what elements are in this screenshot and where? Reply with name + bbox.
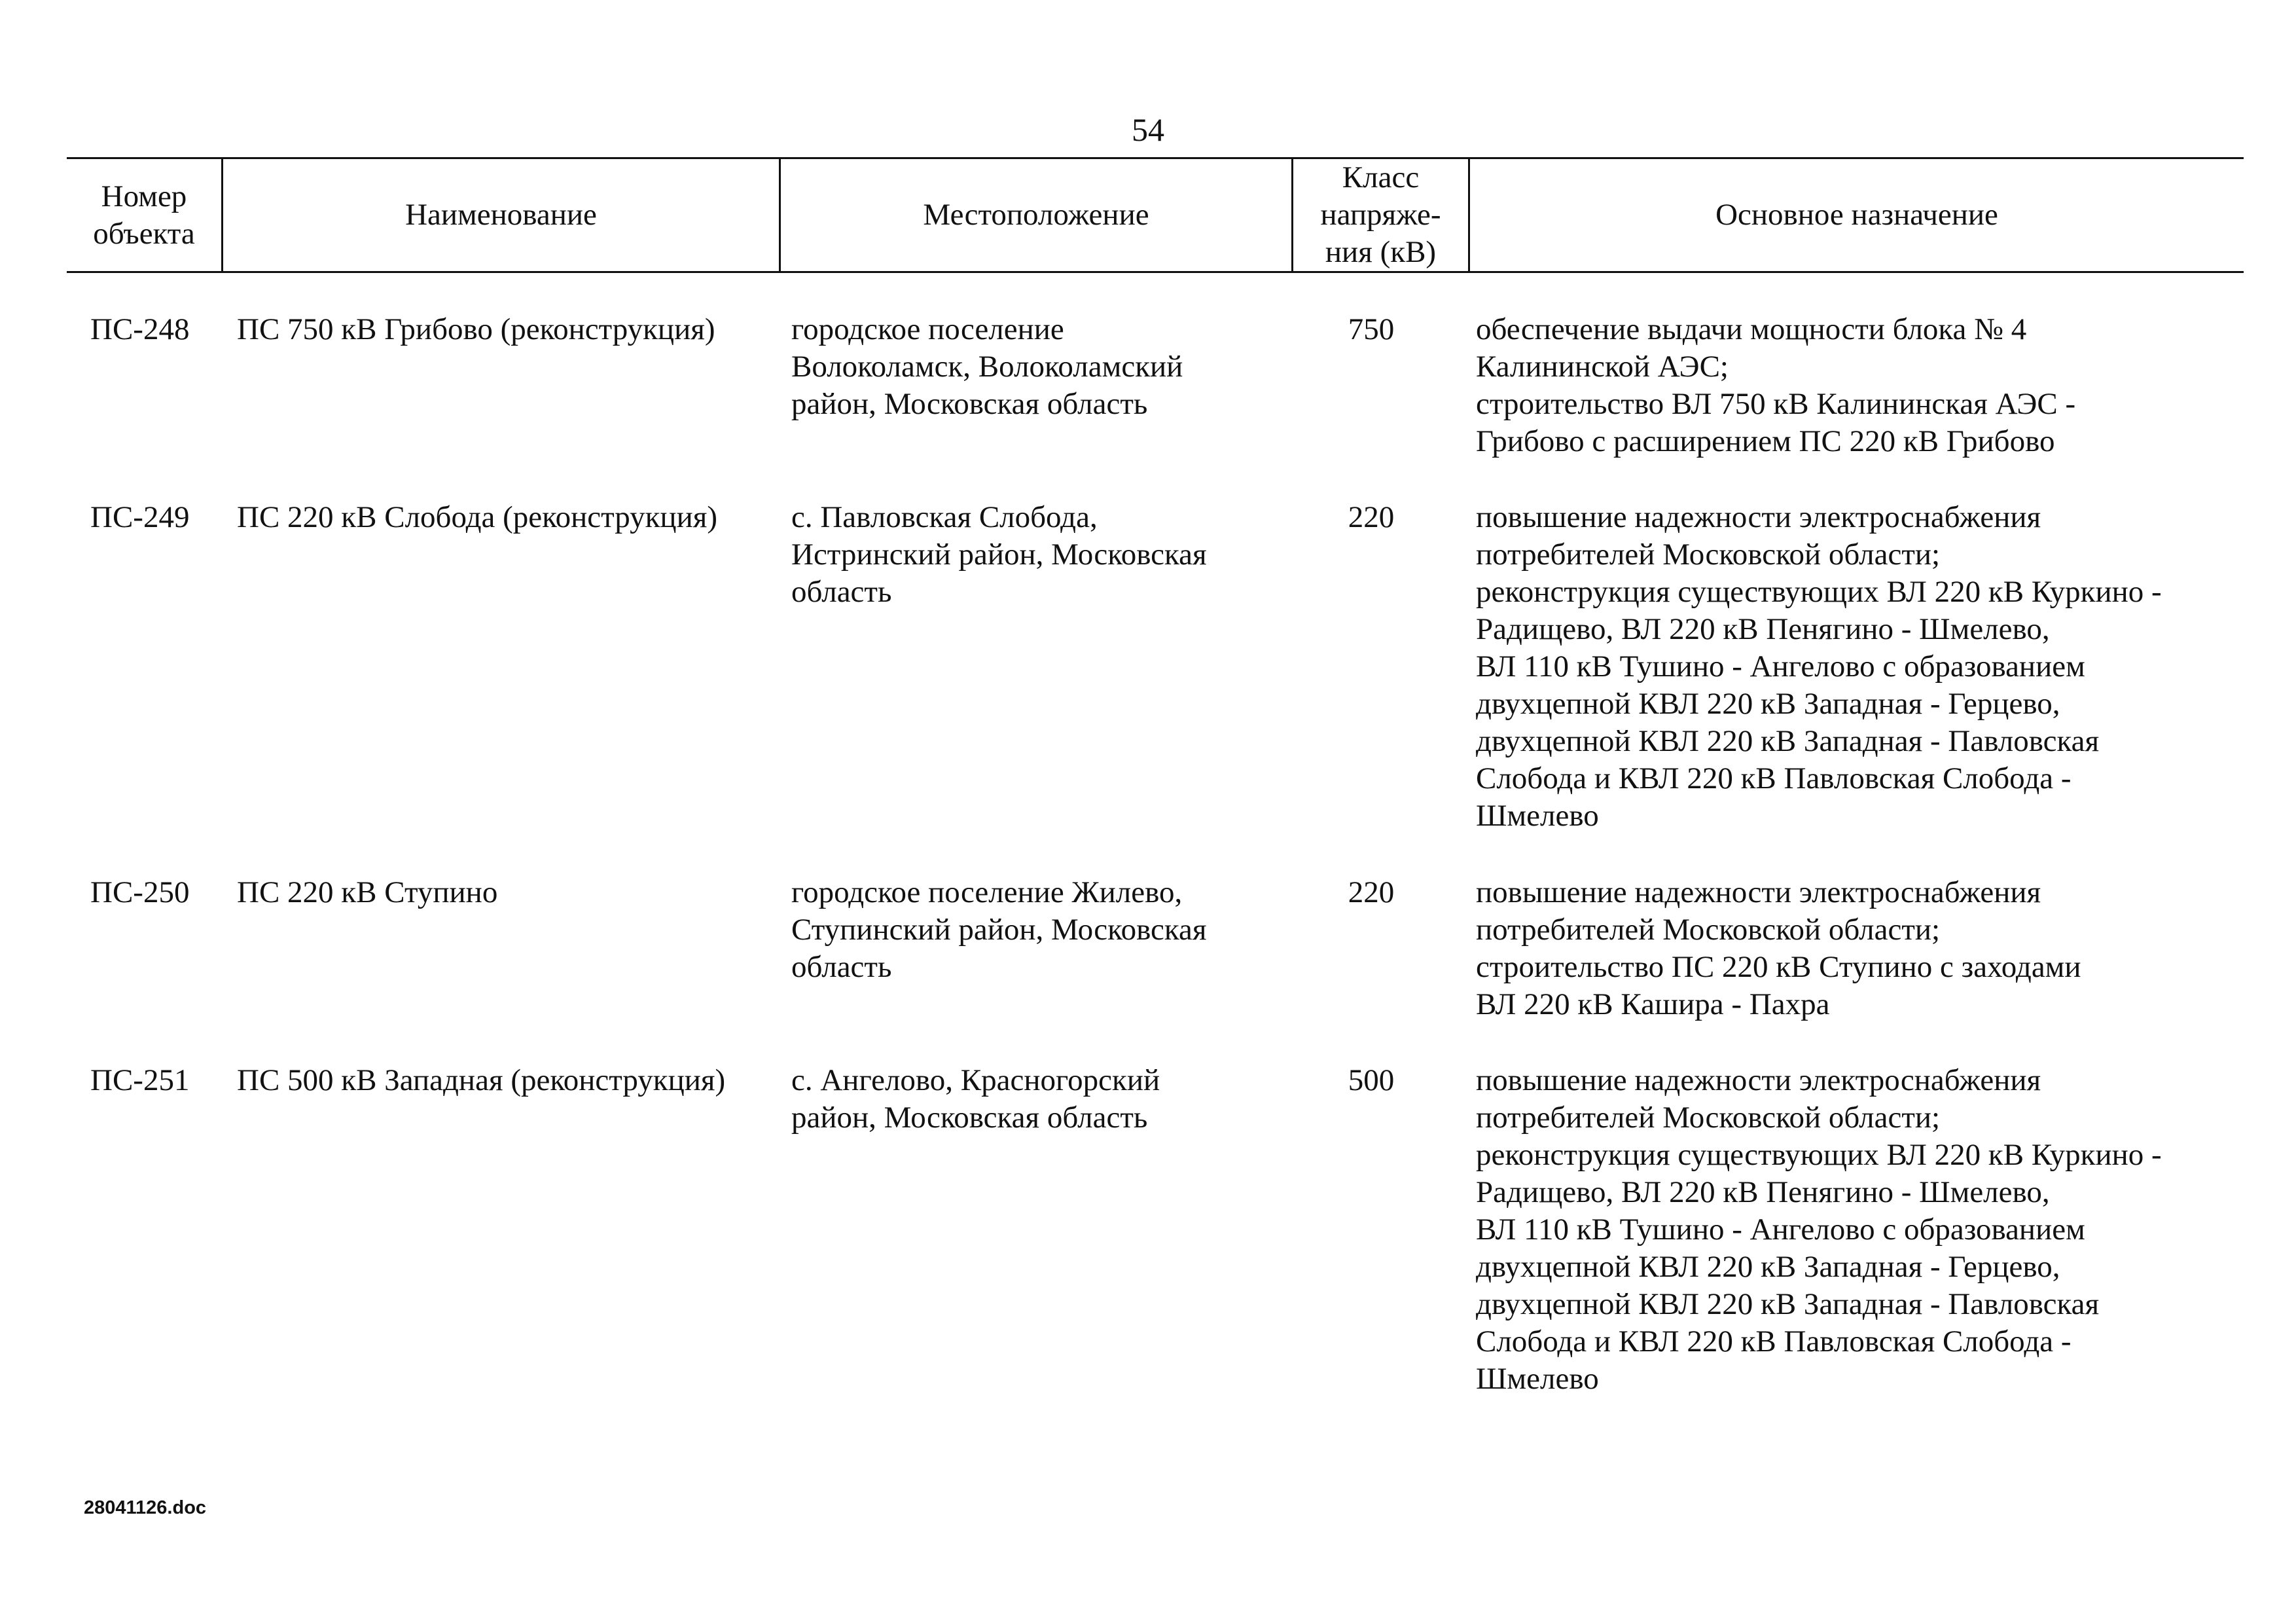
object-voltage: 220 (1348, 500, 1395, 534)
object-location: городское поселение Жилево, Ступинский район, Московская область (791, 875, 1207, 984)
object-number: ПС-251 (90, 1063, 190, 1097)
object-purpose: повышение надежности электроснабжения потребителей Московской области; строительство ПС 220 кВ Ступино с заходами ВЛ 220 кВ Кашира - Пахра (1476, 875, 2081, 1021)
object-name: ПС 750 кВ Грибово (реконструкция) (237, 312, 715, 346)
object-number: ПС-248 (90, 312, 190, 346)
object-location: с. Ангелово, Красногорский район, Московская область (791, 1063, 1160, 1135)
object-voltage: 750 (1348, 312, 1395, 346)
header-bottom-rule (67, 271, 2244, 273)
header-location: Местоположение (923, 198, 1149, 232)
object-number: ПС-250 (90, 875, 190, 909)
object-purpose: повышение надежности электроснабжения потребителей Московской области; реконструкция существующих ВЛ 220 кВ Куркино - Радищево, ВЛ 220 кВ Пенягино - Шмелево, ВЛ 110 кВ Тушино - Ангелово с образованием двухцепной КВЛ 220 кВ Западная - Герцево, двухцепной КВЛ 220 кВ Западная - Павловская Слобода и КВЛ 220 кВ Павловская Слобода - Шмелево (1476, 500, 2162, 833)
object-location: с. Павловская Слобода, Истринский район, Московская область (791, 500, 1207, 609)
header-number: Номер объекта (93, 179, 195, 251)
object-name: ПС 220 кВ Слобода (реконструкция) (237, 500, 717, 534)
footer-filename: 28041126.doc (84, 1497, 207, 1518)
object-purpose: повышение надежности электроснабжения потребителей Московской области; реконструкция существующих ВЛ 220 кВ Куркино - Радищево, ВЛ 220 кВ Пенягино - Шмелево, ВЛ 110 кВ Тушино - Ангелово с образованием двухцепной КВЛ 220 кВ Западная - Герцево, двухцепной КВЛ 220 кВ Западная - Павловская Слобода и КВЛ 220 кВ Павловская Слобода - Шмелево (1476, 1063, 2162, 1396)
object-name: ПС 500 кВ Западная (реконструкция) (237, 1063, 726, 1097)
object-location: городское поселение Волоколамск, Волоколамский район, Московская область (791, 312, 1183, 421)
header-name: Наименование (405, 198, 597, 232)
object-voltage: 500 (1348, 1063, 1395, 1097)
header-purpose: Основное назначение (1715, 198, 1998, 232)
object-voltage: 220 (1348, 875, 1395, 909)
object-purpose: обеспечение выдачи мощности блока № 4 Калининской АЭС; строительство ВЛ 750 кВ Калининская АЭС - Грибово с расширением ПС 220 кВ Грибово (1476, 312, 2076, 458)
header-voltage: Класс напряже- ния (кВ) (1320, 160, 1441, 269)
object-number: ПС-249 (90, 500, 190, 534)
object-name: ПС 220 кВ Ступино (237, 875, 498, 909)
page-number: 54 (1132, 111, 1164, 148)
